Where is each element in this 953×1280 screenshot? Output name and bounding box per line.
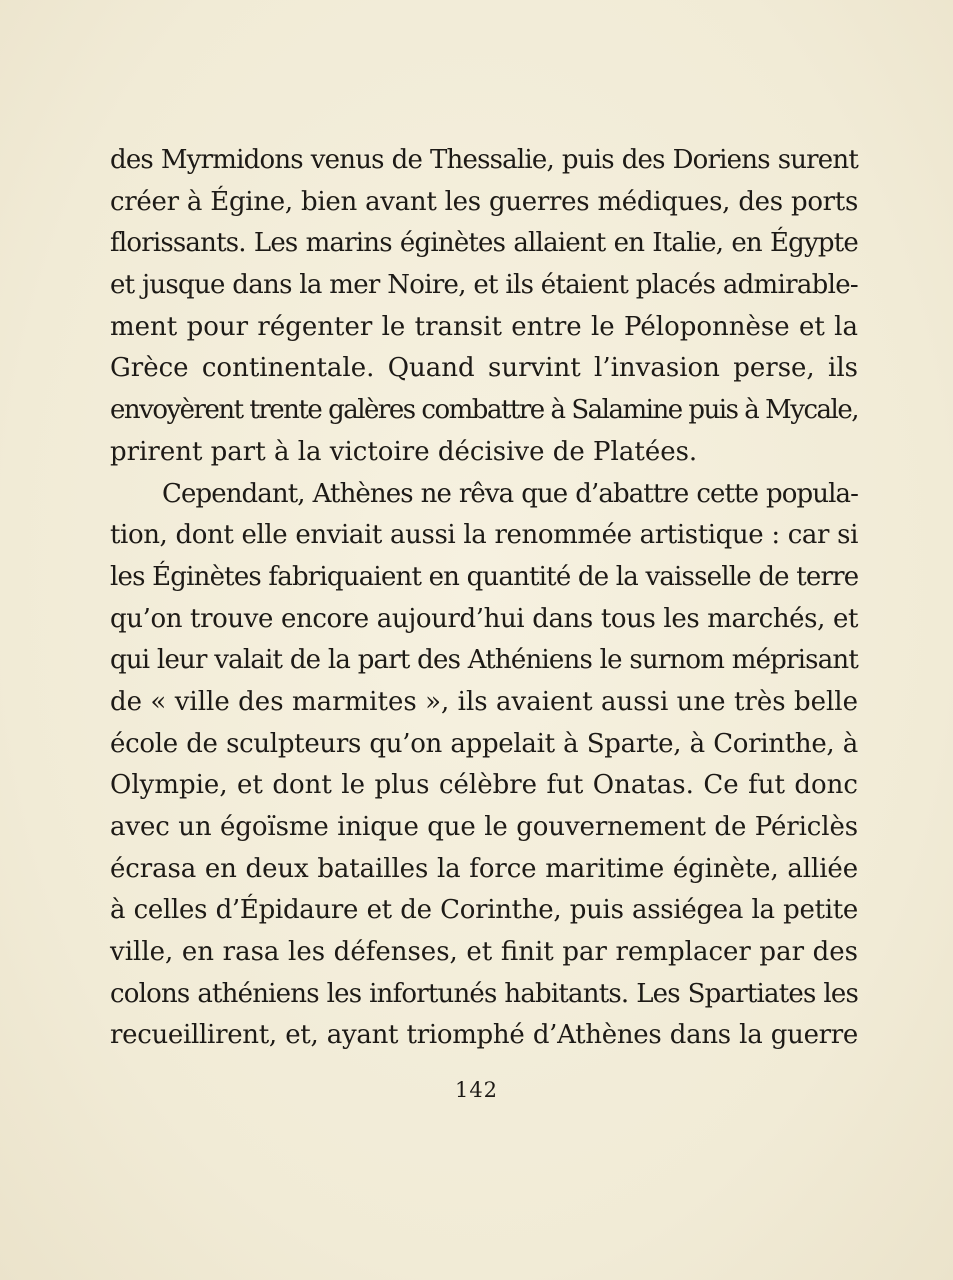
text-line: écrasa en deux batailles la force maritime éginète, alliée: [110, 853, 858, 884]
text-line: prirent part à la victoire décisive de Platées.: [110, 436, 698, 467]
text-line: Cependant, Athènes ne rêva que d’abattre cette popula-: [162, 478, 858, 509]
text-line: Olympie, et dont le plus célèbre fut Onatas. Ce fut donc: [110, 770, 858, 801]
text-line: tion, dont elle enviait aussi la renommée artistique : car si: [110, 520, 858, 551]
text-line: de « ville des marmites », ils avaient aussi une très belle: [110, 686, 858, 717]
text-line: qu’on trouve encore aujourd’hui dans tous les marchés, et: [110, 603, 858, 634]
text-line: créer à Égine, bien avant les guerres médiques, des ports: [110, 186, 858, 217]
page-number: 142: [454, 1078, 499, 1102]
text-line: envoyèrent trente galères combattre à Salamine puis à Mycale,: [110, 395, 858, 426]
text-line: ville, en rasa les défenses, et finit par remplacer par des: [110, 937, 858, 968]
text-line: colons athéniens les infortunés habitants. Les Spartiates les: [110, 978, 858, 1009]
text-line: florissants. Les marins éginètes allaient en Italie, en Égypte: [110, 228, 858, 259]
text-line: et jusque dans la mer Noire, et ils étaient placés admirable-: [110, 270, 858, 301]
body-text: [110, 140, 858, 1057]
text-line: des Myrmidons venus de Thessalie, puis des Doriens surent: [110, 145, 858, 175]
text-line: avec un égoïsme inique que le gouvernement de Périclès: [110, 812, 858, 842]
text-line: école de sculpteurs qu’on appelait à Sparte, à Corinthe, à: [110, 728, 858, 759]
text-line: qui leur valait de la part des Athéniens le surnom méprisant: [110, 645, 858, 676]
text-line: les Éginètes fabriquaient en quantité de la vaisselle de terre: [110, 561, 859, 592]
text-line: ment pour régenter le transit entre le Péloponnèse et la: [110, 311, 858, 342]
text-line: à celles d’Épidaure et de Corinthe, puis assiégea la petite: [110, 895, 858, 926]
text-line: recueillirent, et, ayant triomphé d’Athènes dans la guerre: [110, 1020, 858, 1051]
text-line: Grèce continentale. Quand survint l’invasion perse, ils: [110, 353, 858, 384]
